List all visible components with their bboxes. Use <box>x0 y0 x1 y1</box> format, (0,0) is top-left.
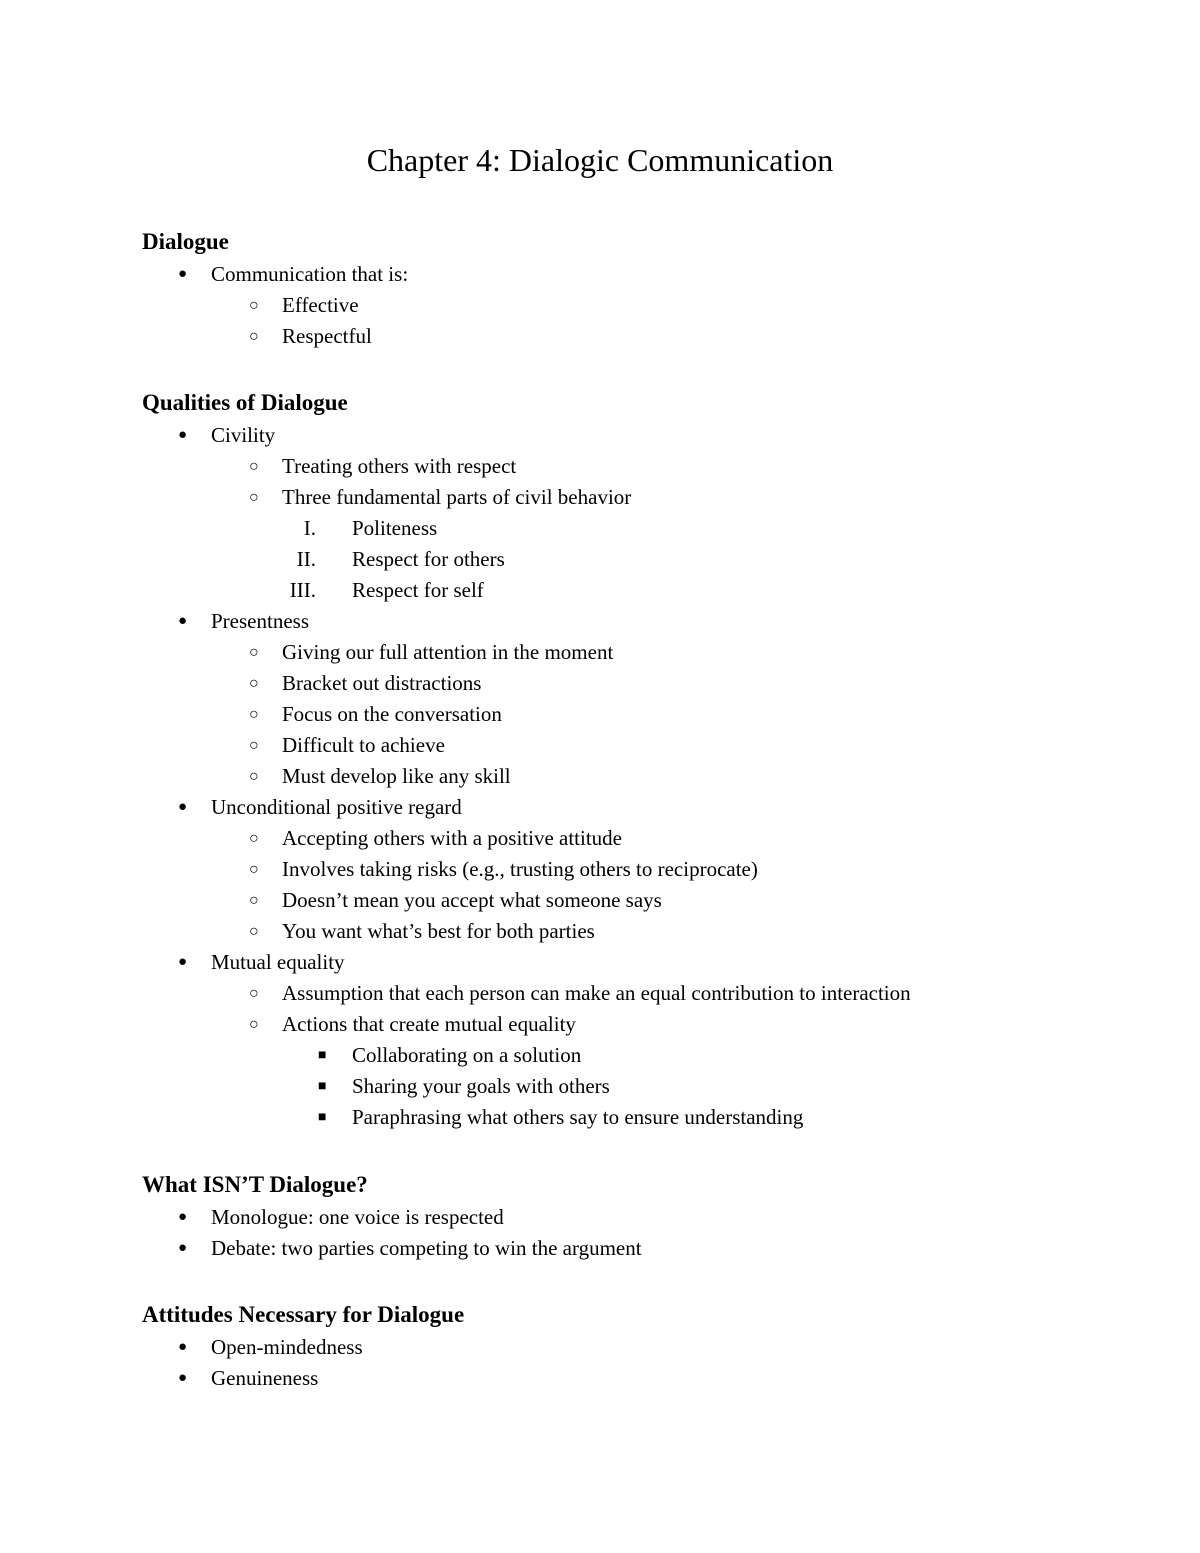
bullet-icon: ● <box>178 613 188 629</box>
bullet-icon: ● <box>178 266 188 282</box>
circle-bullet-icon: ○ <box>249 489 259 506</box>
document-page: Chapter 4: Dialogic Communication Dialogue ● Communication that is: ○ Effective ○ Respectful Qualities of Dialogue ● Civility ○ Treating others with respect ○ Three fundamental parts of civil behavior I. Politeness II. Respect for others III. Respect for self ● Presentness ○ Giving our full attention in the moment ○ Bracket out distractions ○ Focus on the conversation ○ Difficult to achieve ○ Must develop like any skill ● Unconditional positive regard ○ Accepting others with a positive attitude ○ Involves taking risks (e.g., trusting others to reciprocate) ○ Doesn’t mean you accept what someone says ○ You want what’s best for both parties ● Mutual equality ○ Assumption that each person can make an equal contribution to interaction ○ Actions that create mutual equality ■ Collaborating on a solution ■ Sharing your goals with others ■ Paraphrasing what others say to ensure understanding What ISN’T Dialogue? ● Monologue: one voice is respected ● Debate: two parties competing to win the argument Attitudes Necessary for Dialogue ● Open-mindedness ● Genuineness <box>0 0 1200 1553</box>
section-heading-qualities: Qualities of Dialogue <box>142 390 348 415</box>
circle-bullet-icon: ○ <box>249 1016 259 1033</box>
circle-bullet-icon: ○ <box>249 328 259 345</box>
bullet-icon: ● <box>178 1209 188 1225</box>
circle-bullet-icon: ○ <box>249 737 259 754</box>
circle-bullet-icon: ○ <box>249 830 259 847</box>
circle-bullet-icon: ○ <box>249 675 259 692</box>
bullet-icon: ● <box>178 1240 188 1256</box>
section-heading-dialogue: Dialogue <box>142 229 229 254</box>
circle-bullet-icon: ○ <box>249 768 259 785</box>
circle-bullet-icon: ○ <box>249 923 259 940</box>
bullet-icon: ● <box>178 1370 188 1386</box>
circle-bullet-icon: ○ <box>249 892 259 909</box>
bullet-icon: ● <box>178 427 188 443</box>
roman-numeral: I. <box>303 516 316 540</box>
bullet-icon: ● <box>178 799 188 815</box>
page-title: Chapter 4: Dialogic Communication <box>366 142 834 178</box>
section-heading-isnt: What ISN’T Dialogue? <box>142 1172 368 1197</box>
roman-numeral: II. <box>296 547 316 571</box>
circle-bullet-icon: ○ <box>249 706 259 723</box>
circle-bullet-icon: ○ <box>249 861 259 878</box>
circle-bullet-icon: ○ <box>249 458 259 475</box>
circle-bullet-icon: ○ <box>249 297 259 314</box>
roman-numeral: III. <box>289 578 316 602</box>
square-bullet-icon: ■ <box>318 1110 327 1125</box>
circle-bullet-icon: ○ <box>249 644 259 661</box>
circle-bullet-icon: ○ <box>249 985 259 1002</box>
section-heading-attitudes: Attitudes Necessary for Dialogue <box>142 1302 465 1327</box>
bullet-icon: ● <box>178 954 188 970</box>
square-bullet-icon: ■ <box>318 1048 327 1063</box>
square-bullet-icon: ■ <box>318 1079 327 1094</box>
bullet-icon: ● <box>178 1339 188 1355</box>
